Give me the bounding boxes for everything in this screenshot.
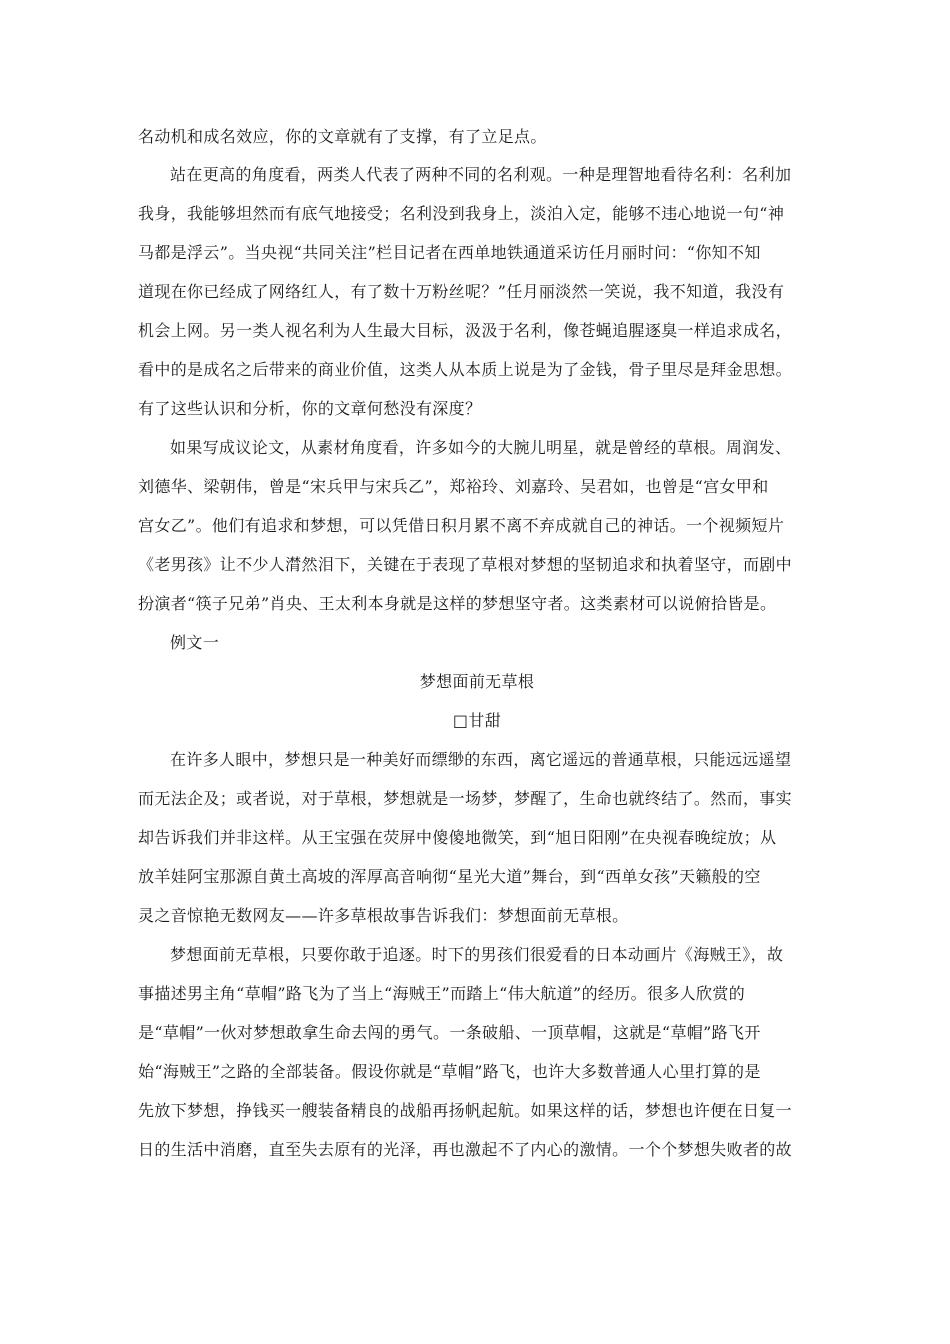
essay-author: □甘甜 — [452, 711, 502, 730]
body-text-line: 灵之音惊艳无数网友——许多草根故事告诉我们：梦想面前无草根。 — [138, 906, 629, 925]
body-text-line: 道现在你已经成了网络红人，有了数十万粉丝呢？”任月丽淡然一笑说，我不知道，我没有 — [138, 282, 785, 301]
essay-title: 梦想面前无草根 — [419, 672, 535, 691]
body-text-line: 看中的是成名之后带来的商业价值，这类人从本质上说是为了金钱，骨子里尽是拜金思想。 — [138, 360, 793, 379]
body-text-line: 站在更高的角度看，两类人代表了两种不同的名利观。一种是理智地看待名利：名利加 — [170, 165, 792, 184]
body-text-line: 梦想面前无草根，只要你敢于追逐。时下的男孩们很爱看的日本动画片《海贼王》，故 — [170, 945, 784, 964]
body-text-line: 我身，我能够坦然而有底气地接受；名利没到我身上，淡泊入定，能够不违心地说一句“神 — [138, 204, 785, 223]
body-text-line: 却告诉我们并非这样。从王宝强在荧屏中傻傻地微笑，到“旭日阳刚”在央视春晚绽放；从 — [138, 828, 777, 847]
body-text-line: 扮演者“筷子兄弟”肖央、王太利本身就是这样的梦想坚守者。这类素材可以说俯拾皆是。 — [138, 594, 777, 613]
body-text-line: 在许多人眼中，梦想只是一种美好而缥缈的东西，离它遥远的普通草根，只能远远遥望 — [170, 750, 792, 769]
body-text-line: 《老男孩》让不少人潸然泪下，关键在于表现了草根对梦想的坚韧追求和执着坚守，而剧中 — [138, 555, 793, 574]
body-text-line: 先放下梦想，挣钱买一艘装备精良的战船再扬帆起航。如果这样的话，梦想也许便在日复一 — [138, 1101, 793, 1120]
body-text-line: 放羊娃阿宝那源自黄土高坡的浑厚高音响彻“星光大道”舞台，到“西单女孩”天籁般的空 — [138, 867, 761, 886]
body-text-line: 而无法企及；或者说，对于草根，梦想就是一场梦，梦醒了，生命也就终结了。然而，事实 — [138, 789, 793, 808]
body-text-line: 始“海贼王”之路的全部装备。假设你就是“草帽”路飞，也许大多数普通人心里打算的是 — [138, 1062, 761, 1081]
body-text-line: 刘德华、梁朝伟，曾是“宋兵甲与宋兵乙”，郑裕玲、刘嘉玲、吴君如，也曾是“宫女甲和 — [138, 477, 769, 496]
body-text-line: 马都是浮云”。当央视“共同关注”栏目记者在西单地铁通道采访任月丽时问：“你知不知 — [138, 243, 761, 262]
body-text-line: 宫女乙”。他们有追求和梦想，可以凭借日积月累不离不弃成就自己的神话。一个视频短片 — [138, 516, 785, 535]
body-text-line: 日的生活中消磨，直至失去原有的光泽，再也激起不了内心的激情。一个个梦想失败者的故 — [138, 1140, 793, 1159]
body-text-line: 有了这些认识和分析，你的文章何愁没有深度？ — [138, 399, 482, 418]
body-text-line: 名动机和成名效应，你的文章就有了支撑，有了立足点。 — [138, 127, 547, 146]
body-text-line: 事描述男主角“草帽”路飞为了当上“海贼王”而踏上“伟大航道”的经历。很多人欣赏的 — [138, 984, 746, 1003]
body-text-line: 如果写成议论文，从素材角度看，许多如今的大腕儿明星，就是曾经的草根。周润发、 — [170, 438, 792, 457]
example-label: 例文一 — [170, 633, 220, 652]
body-text-line: 是“草帽”一伙对梦想敢拿生命去闯的勇气。一条破船、一顶草帽，这就是“草帽”路飞开 — [138, 1023, 761, 1042]
body-text-line: 机会上网。另一类人视名利为人生最大目标，汲汲于名利，像苍蝇追腥逐臭一样追求成名， — [138, 321, 793, 340]
